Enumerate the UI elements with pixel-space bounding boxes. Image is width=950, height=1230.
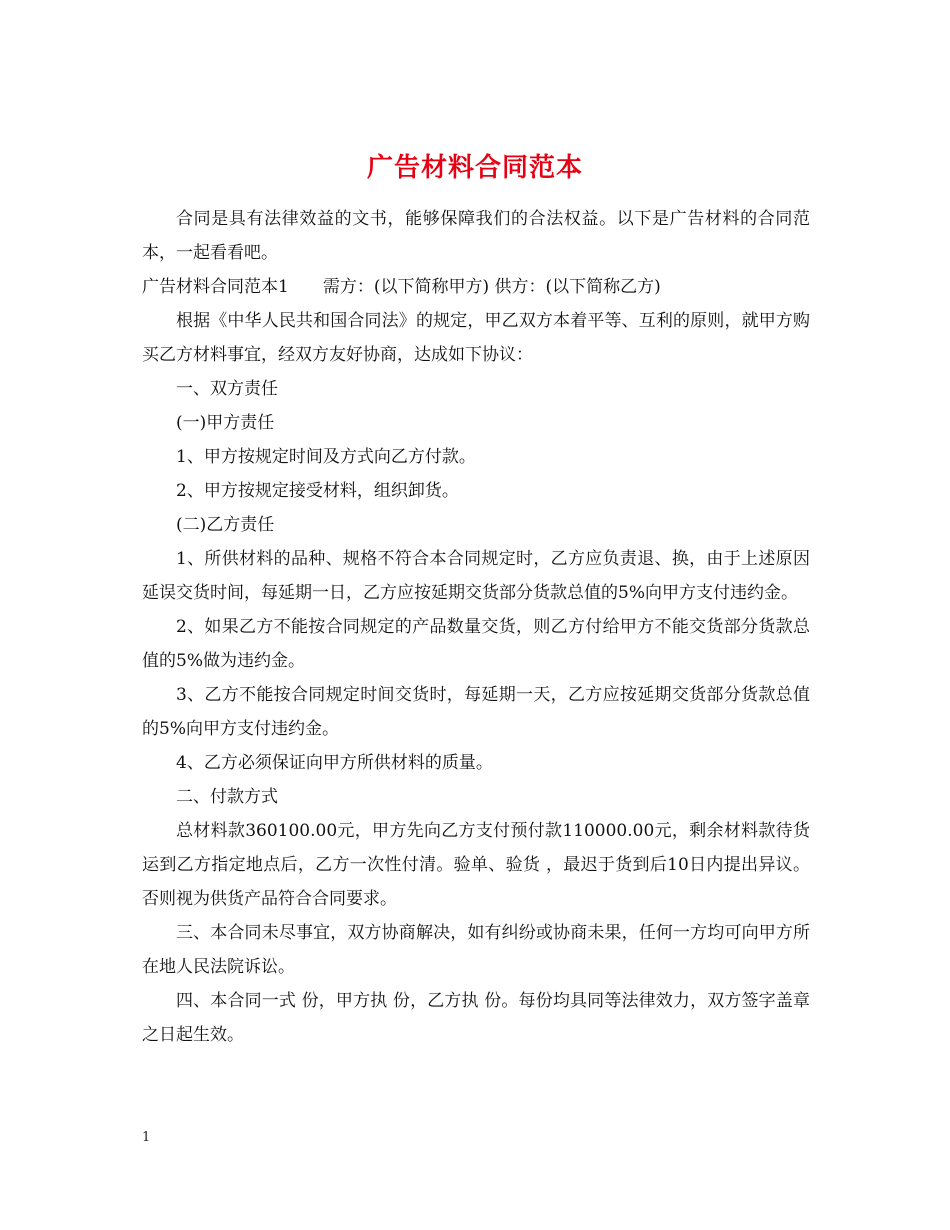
clause-four: 四、本合同一式 份，甲方执 份，乙方执 份。每份均具同等法律效力，双方签字盖章之日起生效。	[142, 991, 810, 1045]
basis-paragraph: 根据《中华人民共和国合同法》的规定，甲乙双方本着平等、互利的原则，就甲方购买乙方材料事宜，经双方友好协商，达成如下协议：	[142, 311, 810, 365]
document-body	[142, 202, 810, 1052]
section-heading-payment: 二、付款方式	[176, 787, 278, 807]
section-heading-responsibilities: 一、双方责任	[176, 379, 278, 399]
clause-a-2: 2、甲方按规定接受材料，组织卸货。	[176, 481, 459, 501]
clause-b-4: 4、乙方必须保证向甲方所供材料的质量。	[176, 753, 493, 773]
parties-line: 广告材料合同范本1 需方：(以下简称甲方) 供方：(以下简称乙方)	[142, 277, 661, 297]
subsection-heading-party-b: (二)乙方责任	[176, 515, 275, 535]
clause-a-1: 1、甲方按规定时间及方式向乙方付款。	[176, 447, 476, 467]
payment-paragraph: 总材料款360100.00元，甲方先向乙方支付预付款110000.00元，剩余材料款待货运到乙方指定地点后，乙方一次性付清。验单、验货 ，最迟于货到后10日内提出异议。否则视为供货产品符合合同要求。	[142, 821, 810, 909]
clause-b-1: 1、所供材料的品种、规格不符合本合同规定时，乙方应负责退、换，由于上述原因延误交货时间，每延期一日，乙方应按延期交货部分货款总值的5%向甲方支付违约金。	[142, 549, 810, 603]
clause-b-2: 2、如果乙方不能按合同规定的产品数量交货，则乙方付给甲方不能交货部分货款总值的5%做为违约金。	[142, 617, 810, 671]
clause-b-3: 3、乙方不能按合同规定时间交货时，每延期一天，乙方应按延期交货部分货款总值的5%向甲方支付违约金。	[142, 685, 810, 739]
intro-paragraph: 合同是具有法律效益的文书，能够保障我们的合法权益。以下是广告材料的合同范本，一起看看吧。	[142, 209, 810, 263]
document-title: 广告材料合同范本	[366, 153, 583, 184]
page-number: 1	[142, 1130, 151, 1145]
subsection-heading-party-a: (一)甲方责任	[176, 413, 275, 433]
clause-three: 三、本合同未尽事宜，双方协商解决，如有纠纷或协商未果，任何一方均可向甲方所在地人民法院诉讼。	[142, 923, 810, 977]
